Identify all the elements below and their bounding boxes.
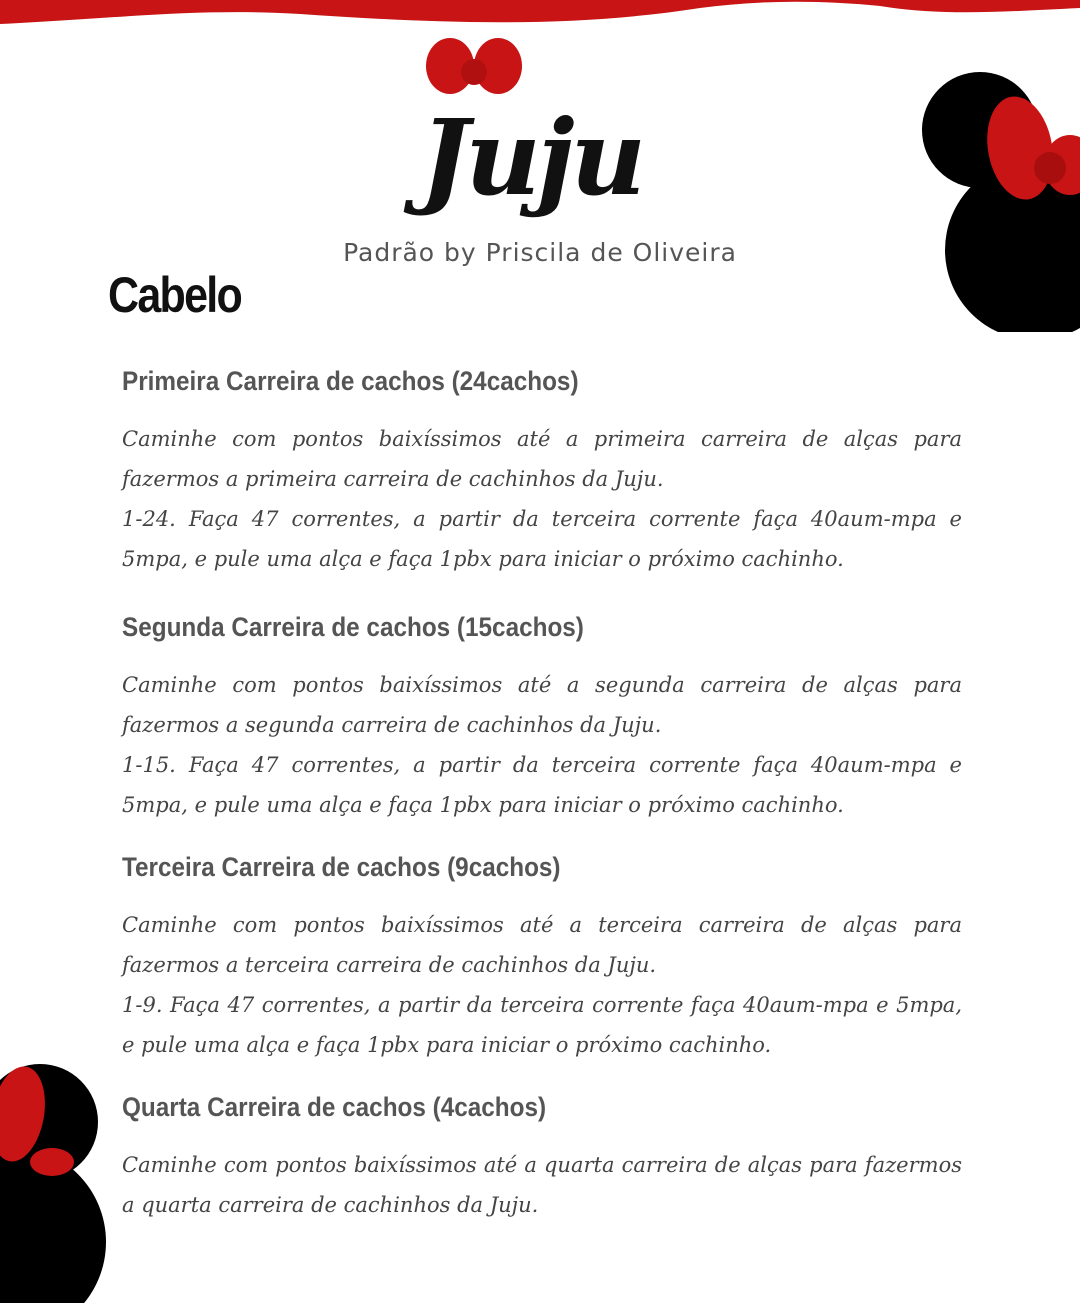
section-third-row [122,851,962,1065]
page-title: Cabelo [108,267,242,323]
section-title: Terceira Carreira de cachos (9cachos) [122,852,561,882]
author-line: Padrão by Priscila de Oliveira [343,238,737,267]
instruction-paragraph: Caminhe com pontos baixíssimos até a quarta carreira de alças para fazermos a quarta carreira de cachinhos da Juju. [122,1153,962,1218]
section-title: Quarta Carreira de cachos (4cachos) [122,1092,547,1122]
instruction-paragraph: 1-24. Faça 47 correntes, a partir da terceira corrente faça 40aum-mpa e 5mpa, e pule uma alça e faça 1pbx para iniciar o próximo cachinho. [122,507,962,572]
top-wave-border [0,0,1080,40]
instruction-paragraph: Caminhe com pontos baixíssimos até a primeira carreira de alças para fazermos a primeira carreira de cachinhos da Juju. [122,427,962,492]
instruction-paragraph: Caminhe com pontos baixíssimos até a terceira carreira de alças para fazermos a terceira carreira de cachinhos da Juju. [122,913,962,978]
section-first-row [122,365,962,579]
section-body [122,665,962,825]
section-title: Primeira Carreira de cachos (24cachos) [122,366,579,396]
mouse-ears-icon [920,70,1080,332]
section-fourth-row [122,1091,962,1225]
bow-icon [424,36,524,102]
mouse-ears-icon-bottom [0,1062,110,1303]
instruction-paragraph: 1-9. Faça 47 correntes, a partir da terceira corrente faça 40aum-mpa e 5mpa, e pule uma alça e faça 1pbx para iniciar o próximo cachinho. [122,993,962,1058]
instruction-paragraph: Caminhe com pontos baixíssimos até a segunda carreira de alças para fazermos a segunda carreira de cachinhos da Juju. [122,673,962,738]
logo-wordmark: Juju [420,96,643,219]
section-body [122,905,962,1065]
juju-logo [420,36,643,236]
section-title: Segunda Carreira de cachos (15cachos) [122,612,584,642]
section-body [122,1145,962,1225]
section-second-row [122,611,962,825]
section-body [122,419,962,579]
instruction-paragraph: 1-15. Faça 47 correntes, a partir da terceira corrente faça 40aum-mpa e 5mpa, e pule uma alça e faça 1pbx para iniciar o próximo cachinho. [122,753,962,818]
